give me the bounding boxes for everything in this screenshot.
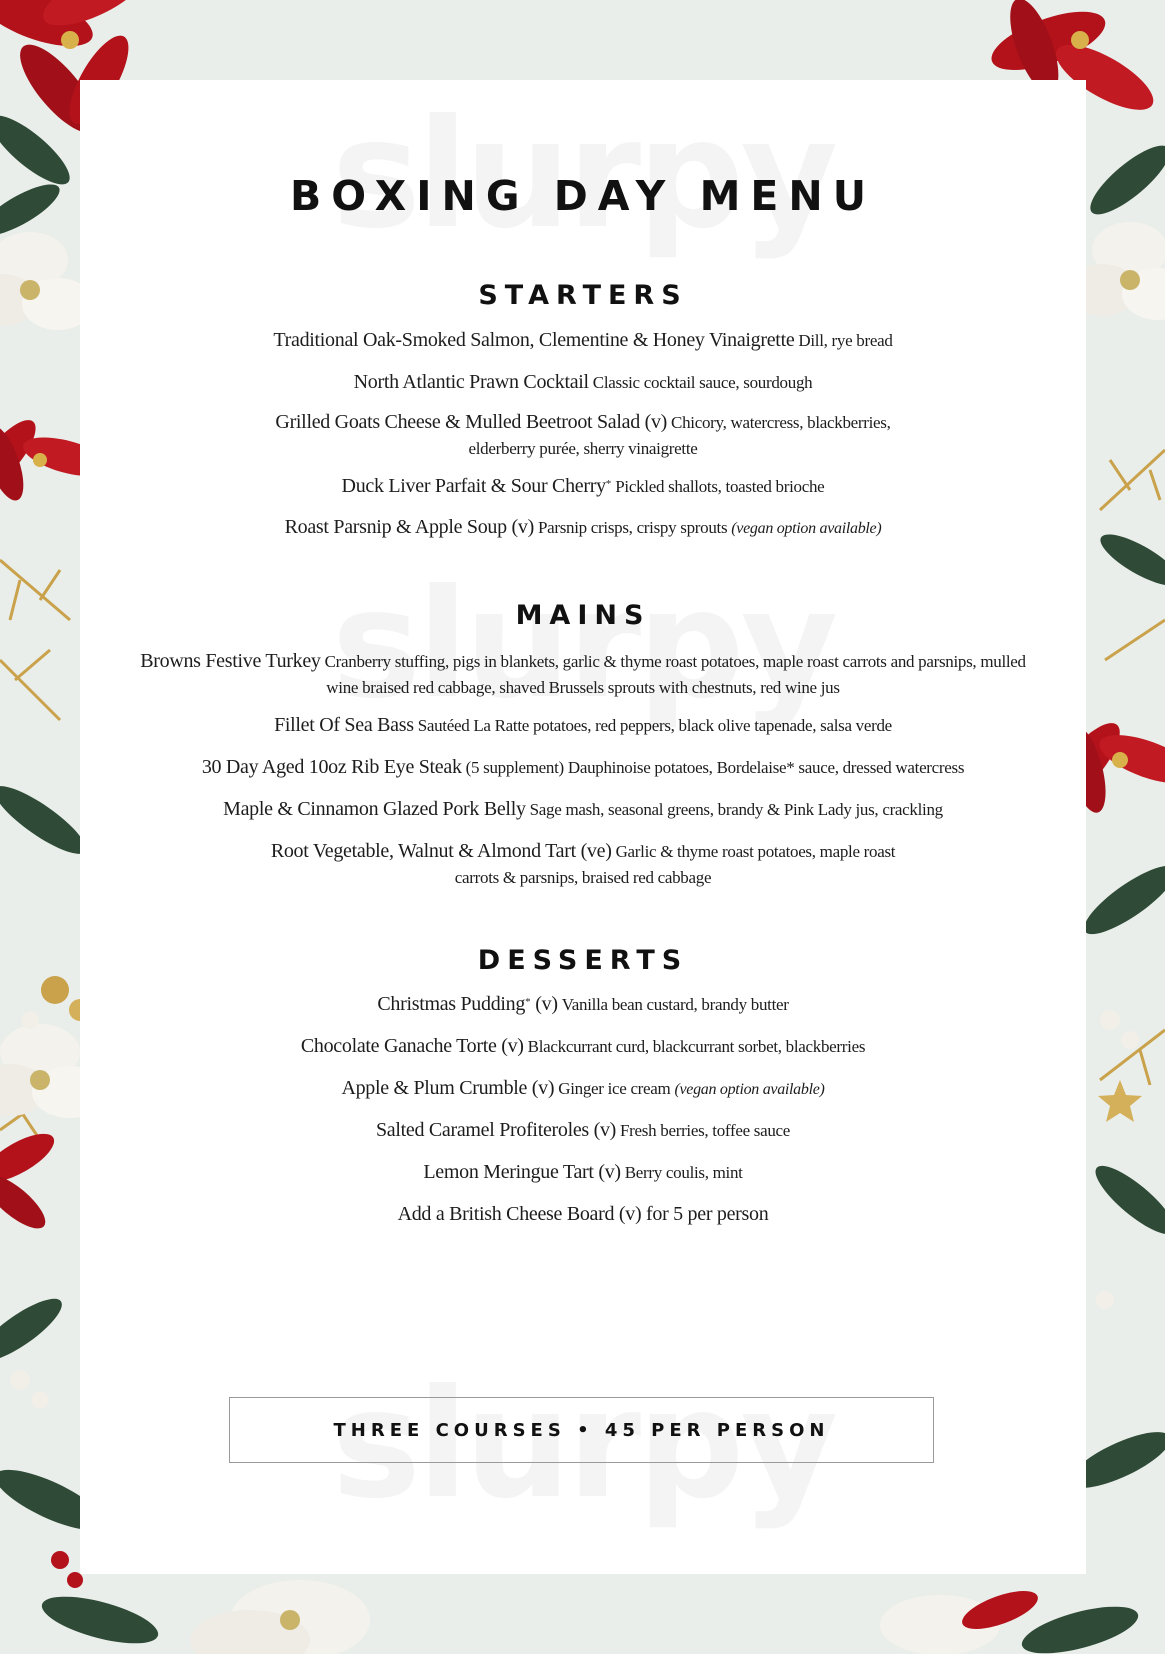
item-footnote-mark: * [605, 478, 612, 490]
item-name: Fillet Of Sea Bass [274, 714, 414, 736]
section-heading-desserts: DESSERTS [477, 945, 689, 976]
menu-item [140, 755, 1026, 781]
item-name: Maple & Cinnamon Glazed Pork Belly [223, 798, 526, 820]
item-name: Salted Caramel Profiteroles (v) [375, 1119, 617, 1141]
item-description: Cranberry stuffing, pigs in blankets, garlic & thyme roast potatoes, maple roast carrots and parsnips, mulled wine braised red cabbage, shaved Brussels sprouts with chestnuts, red wine jus [324, 652, 1026, 697]
item-name: North Atlantic Prawn Cocktail [353, 371, 589, 393]
cheese-board-offer: Add a British Cheese Board (v) for 5 per person [397, 1203, 769, 1225]
item-description: Dill, rye bread [798, 331, 893, 350]
item-name: Apple & Plum Crumble (v) [341, 1077, 555, 1099]
menu-item [140, 649, 1026, 701]
item-description: Sage mash, seasonal greens, brandy & Pink Lady jus, crackling [529, 800, 943, 819]
item-description: Garlic & thyme roast potatoes, maple roast carrots & parsnips, braised red cabbage [454, 842, 896, 887]
item-name-suffix: (v) [530, 993, 558, 1015]
price-box [229, 1397, 934, 1463]
menu-item [260, 410, 906, 462]
item-name: Duck Liver Parfait & Sour Cherry [341, 475, 606, 497]
item-name: Root Vegetable, Walnut & Almond Tart (ve) [270, 840, 612, 862]
section-heading-starters: STARTERS [478, 280, 688, 311]
item-description: Sautéed La Ratte potatoes, red peppers, black olive tapenade, salsa verde [417, 716, 892, 735]
item-name: Lemon Meringue Tart (v) [423, 1161, 621, 1183]
item-description: Fresh berries, toffee sauce [620, 1121, 791, 1140]
item-note: (vegan option available) [731, 520, 882, 537]
item-name: Christmas Pudding [377, 993, 526, 1015]
section-heading-mains: MAINS [515, 600, 651, 631]
item-name: Browns Festive Turkey [140, 650, 321, 672]
item-description: (5 supplement) Dauphinoise potatoes, Bordelaise* sauce, dressed watercress [465, 758, 965, 777]
item-name: Traditional Oak-Smoked Salmon, Clementine & Honey Vinaigrette [273, 329, 795, 351]
item-name: Roast Parsnip & Apple Soup (v) [284, 516, 534, 538]
item-description: Ginger ice cream [558, 1079, 671, 1098]
price-label: THREE COURSES • 45 PER PERSON [333, 1419, 830, 1441]
item-description: Pickled shallots, toasted brioche [615, 477, 825, 496]
menu-item [140, 370, 1026, 396]
menu-item [140, 992, 1026, 1018]
item-name: Chocolate Ganache Torte (v) [300, 1035, 524, 1057]
menu-item [140, 713, 1026, 739]
item-footnote-mark: * [525, 996, 531, 1008]
menu-item [140, 328, 1026, 354]
item-description: Berry coulis, mint [624, 1163, 743, 1182]
menu-item [140, 474, 1026, 500]
menu-item [140, 1118, 1026, 1144]
item-name: 30 Day Aged 10oz Rib Eye Steak [201, 756, 462, 778]
menu-title: BOXING DAY MENU [290, 172, 876, 220]
menu-item [140, 1034, 1026, 1060]
item-description: Blackcurrant curd, blackcurrant sorbet, blackberries [527, 1037, 866, 1056]
item-description: Chicory, watercress, blackberries, elderberry purée, sherry vinaigrette [468, 413, 891, 458]
menu-item [140, 515, 1026, 541]
menu-item [140, 1076, 1026, 1102]
item-description: Vanilla bean custard, brandy butter [561, 995, 789, 1014]
item-name: Grilled Goats Cheese & Mulled Beetroot Salad (v) [275, 411, 668, 433]
menu-item [140, 797, 1026, 823]
menu-item [140, 1160, 1026, 1186]
item-description: Parsnip crisps, crispy sprouts [537, 518, 728, 537]
menu-card [80, 80, 1086, 1574]
menu-item [250, 839, 916, 891]
item-description: Classic cocktail sauce, sourdough [592, 373, 813, 392]
item-note: (vegan option available) [674, 1081, 825, 1098]
